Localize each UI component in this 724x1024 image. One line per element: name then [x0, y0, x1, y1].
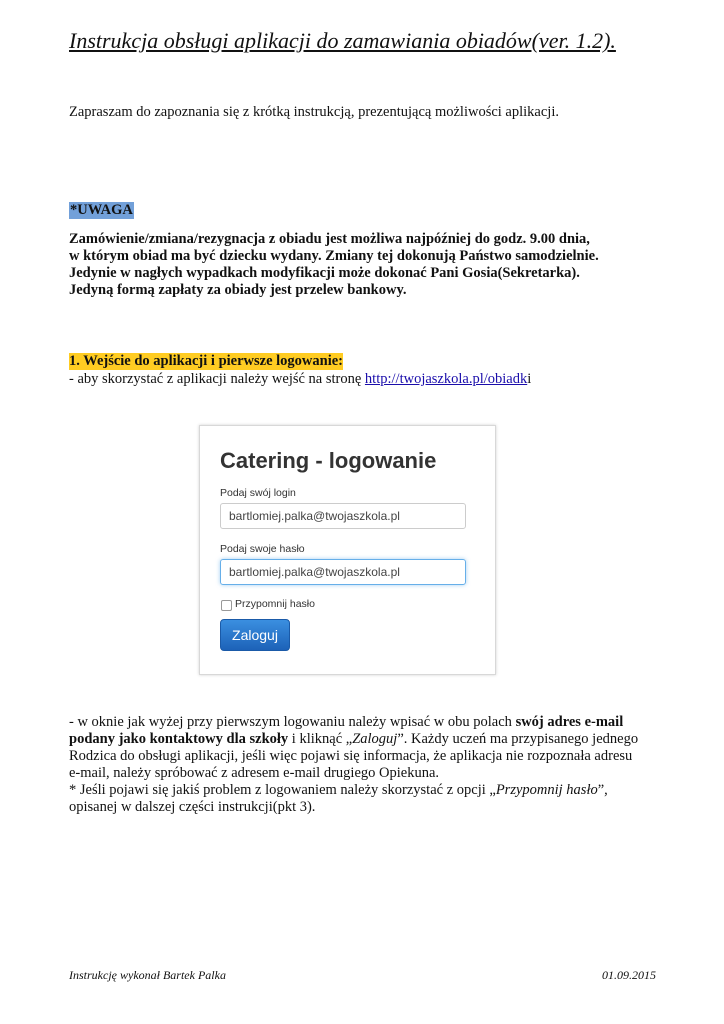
app-url-link[interactable]: http://twojaszkola.pl/obiadk: [364, 371, 528, 387]
login-title: Catering - logowanie: [220, 448, 437, 473]
password-label: Podaj swoje hasło: [220, 543, 305, 555]
remember-checkbox[interactable]: [221, 600, 232, 611]
warning-line: w którym obiad ma być dziecku wydany. Zmiany tej dokonują Państwo samodzielnie.: [69, 248, 599, 264]
body-text: i kliknąć „: [288, 731, 353, 747]
warning-line: Jedyną formą zapłaty za obiady jest przelew bankowy.: [69, 282, 407, 298]
body-line: opisanej w dalszej części instrukcji(pkt 3).: [69, 799, 316, 815]
remember-label: Przypomnij hasło: [235, 598, 315, 610]
login-screenshot: [199, 425, 496, 675]
body-text: - w oknie jak wyżej przy pierwszym logowaniu należy wpisać w obu polach: [69, 714, 516, 730]
warning-block: [69, 231, 599, 299]
body-line: Rodzica do obsługi aplikacji, jeśli więc pojawi się informacja, że aplikacja nie rozpoznała adresu: [69, 748, 633, 764]
document-title: Instrukcja obsługi aplikacji do zamawiania obiadów(ver. 1.2).: [69, 28, 616, 53]
login-instructions: [69, 714, 649, 816]
password-input[interactable]: bartlomiej.palka@twojaszkola.pl: [220, 559, 466, 585]
section-1-heading: 1. Wejście do aplikacji i pierwsze logowanie:: [69, 353, 343, 369]
instruction-text: - aby skorzystać z aplikacji należy wejść na stronę: [69, 371, 365, 387]
warning-line: Zamówienie/zmiana/rezygnacja z obiadu jest możliwa najpóźniej do godz. 9.00 dnia,: [69, 231, 590, 247]
body-line: [69, 782, 649, 799]
warning-line: Jedynie w nagłych wypadkach modyfikacji może dokonać Pani Gosia(Sekretarka).: [69, 265, 580, 281]
body-bold: swój adres e-mail: [515, 714, 624, 730]
login-input[interactable]: bartlomiej.palka@twojaszkola.pl: [220, 503, 466, 529]
body-line: [69, 731, 649, 748]
body-line: [69, 714, 649, 731]
instruction-suffix: i: [527, 371, 532, 387]
body-italic: Zaloguj: [352, 731, 398, 747]
warning-label: *UWAGA: [70, 202, 133, 218]
login-label: Podaj swój login: [220, 487, 296, 499]
footer-author: Instrukcję wykonał Bartek Palka: [69, 968, 226, 982]
body-italic: Przypomnij hasło: [495, 782, 598, 798]
body-text: ”,: [597, 782, 608, 798]
section-1-instruction: [69, 371, 531, 388]
body-text: ”. Każdy uczeń ma przypisanego jednego: [397, 731, 639, 747]
body-line: e-mail, należy spróbować z adresem e-mail drugiego Opiekuna.: [69, 765, 440, 781]
body-bold: podany jako kontaktowy dla szkoły: [69, 731, 289, 747]
intro-paragraph: Zapraszam do zapoznania się z krótką instrukcją, prezentującą możliwości aplikacji.: [69, 104, 559, 120]
footer-date: 01.09.2015: [602, 968, 656, 982]
body-text: * Jeśli pojawi się jakiś problem z logowaniem należy skorzystać z opcji „: [69, 782, 496, 798]
login-button[interactable]: Zaloguj: [220, 619, 290, 651]
